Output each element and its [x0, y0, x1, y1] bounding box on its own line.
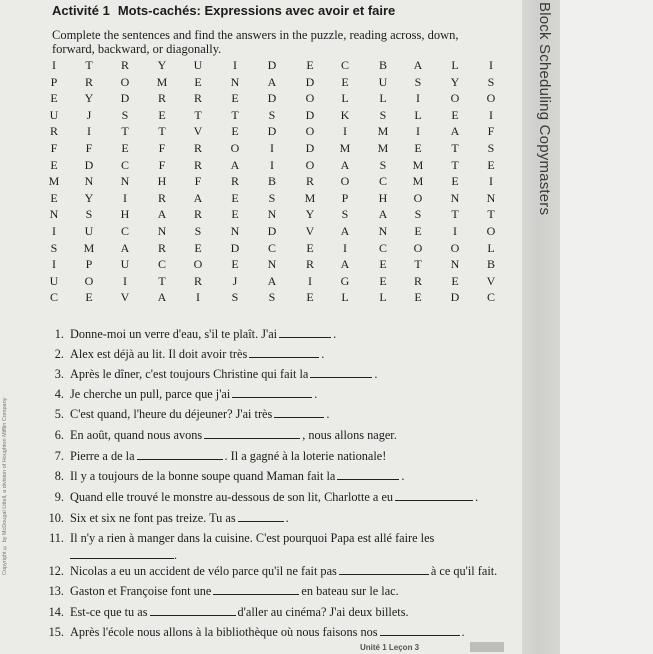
grid-letter: R	[413, 274, 422, 288]
grid-letter: I	[52, 58, 56, 72]
answer-blank[interactable]	[249, 347, 319, 358]
answer-blank[interactable]	[274, 407, 324, 418]
question-text: Quand elle trouvé le monstre au-dessous de son lit, Charlotte a eu	[70, 490, 394, 504]
grid-letter: B	[486, 257, 495, 271]
answer-blank[interactable]	[380, 625, 460, 636]
grid-letter: T	[158, 274, 166, 288]
grid-letter: D	[84, 158, 94, 172]
grid-letter: F	[194, 174, 202, 188]
activity-heading: Mots-cachés: Expressions avec avoir et faire	[117, 3, 396, 18]
grid-letter: A	[157, 207, 167, 221]
grid-letter: M	[83, 241, 95, 255]
answer-blank[interactable]	[204, 428, 300, 439]
question-10	[46, 511, 289, 526]
grid-letter: E	[451, 274, 459, 288]
grid-letter: M	[412, 158, 424, 172]
grid-letter: N	[267, 257, 277, 271]
grid-letter: O	[305, 158, 315, 172]
answer-blank[interactable]	[150, 605, 236, 616]
grid-letter: R	[120, 58, 129, 72]
grid-letter: T	[451, 207, 459, 221]
grid-letter: V	[193, 124, 203, 138]
grid-letter: L	[487, 241, 495, 255]
grid-letter: L	[379, 91, 387, 105]
grid-letter: R	[49, 124, 58, 138]
grid-letter: E	[451, 108, 459, 122]
grid-letter: T	[451, 158, 459, 172]
grid-letter: I	[489, 174, 493, 188]
answer-blank[interactable]	[337, 469, 399, 480]
grid-letter: R	[193, 91, 202, 105]
grid-letter: O	[413, 241, 423, 255]
grid-letter: O	[305, 124, 315, 138]
grid-letter: E	[341, 75, 349, 89]
grid-letter: F	[158, 141, 166, 155]
grid-letter: Y	[157, 58, 167, 72]
grid-letter: O	[340, 174, 350, 188]
grid-letter: I	[52, 257, 56, 271]
question-number: 5.	[54, 407, 64, 421]
grid-letter: M	[48, 174, 60, 188]
question-number: 7.	[54, 449, 64, 463]
grid-letter: S	[231, 290, 239, 304]
grid-letter: H	[120, 207, 130, 221]
grid-letter: U	[49, 108, 59, 122]
question-number: 12.	[48, 564, 64, 578]
question-text-end: d'aller au cinéma? J'ai deux billets.	[237, 605, 409, 619]
grid-letter: M	[304, 191, 316, 205]
question-text: Donne-moi un verre d'eau, s'il te plaît. J'ai	[70, 327, 278, 341]
grid-letter: B	[267, 174, 276, 188]
grid-letter: L	[414, 108, 422, 122]
grid-letter: N	[84, 174, 94, 188]
grid-letter: O	[84, 274, 94, 288]
answer-blank[interactable]	[70, 548, 174, 559]
grid-letter: E	[414, 290, 422, 304]
grid-letter: R	[84, 75, 93, 89]
grid-letter: R	[193, 141, 202, 155]
question-6	[46, 428, 397, 443]
grid-letter: E	[231, 207, 239, 221]
grid-letter: C	[267, 241, 276, 255]
grid-letter: C	[49, 290, 58, 304]
grid-letter: S	[268, 290, 276, 304]
grid-letter: S	[194, 224, 202, 238]
grid-letter: N	[230, 224, 240, 238]
activity-title	[52, 3, 395, 18]
grid-letter: L	[341, 91, 349, 105]
answer-blank[interactable]	[232, 387, 312, 398]
grid-letter: N	[486, 191, 496, 205]
question-3	[46, 367, 377, 382]
question-text: Gaston et Françoise font une	[70, 584, 212, 598]
question-number: 1.	[54, 327, 64, 341]
grid-letter: L	[451, 58, 459, 72]
grid-letter: E	[451, 174, 459, 188]
grid-letter: N	[49, 207, 59, 221]
grid-letter: I	[196, 290, 200, 304]
grid-letter: E	[306, 241, 314, 255]
grid-letter: L	[341, 290, 349, 304]
grid-letter: R	[305, 174, 314, 188]
grid-letter: I	[87, 124, 91, 138]
question-text: Alex est déjà au lit. Il doit avoir très	[70, 347, 248, 361]
question-number: 11.	[49, 531, 64, 545]
grid-letter: J	[86, 108, 92, 122]
answer-blank[interactable]	[339, 564, 429, 575]
grid-letter: I	[343, 124, 347, 138]
grid-letter: V	[305, 224, 315, 238]
grid-letter: E	[50, 91, 58, 105]
grid-letter: A	[340, 224, 350, 238]
grid-letter: S	[85, 207, 93, 221]
grid-letter: R	[193, 158, 202, 172]
grid-letter: S	[121, 108, 129, 122]
question-text: Est-ce que tu as	[70, 605, 148, 619]
grid-letter: S	[341, 207, 349, 221]
grid-letter: U	[193, 58, 203, 72]
grid-letter: V	[120, 290, 130, 304]
question-13	[46, 584, 399, 599]
question-5	[46, 407, 329, 422]
grid-letter: F	[85, 141, 93, 155]
question-text: En août, quand nous avons	[70, 428, 203, 442]
grid-letter: O	[450, 241, 460, 255]
grid-letter: M	[156, 75, 168, 89]
grid-letter: Y	[305, 207, 315, 221]
grid-letter: K	[340, 108, 350, 122]
question-text-end: .	[333, 327, 337, 341]
grid-letter: F	[487, 124, 495, 138]
question-text: Il y a toujours de la bonne soupe quand Maman fait la	[70, 469, 336, 483]
grid-letter: D	[305, 141, 315, 155]
question-9	[46, 490, 478, 505]
grid-letter: E	[414, 224, 422, 238]
grid-letter: R	[157, 91, 166, 105]
grid-letter: N	[450, 257, 460, 271]
grid-letter: N	[157, 224, 167, 238]
grid-letter: A	[230, 158, 240, 172]
question-number: 15.	[48, 625, 64, 639]
grid-letter: E	[158, 108, 166, 122]
grid-letter: A	[267, 75, 277, 89]
grid-letter: E	[231, 257, 239, 271]
grid-letter: S	[268, 108, 276, 122]
question-8	[46, 469, 404, 484]
grid-letter: A	[120, 241, 130, 255]
grid-letter: N	[267, 207, 277, 221]
question-text-end: en bateau sur le lac.	[301, 584, 399, 598]
grid-letter: E	[194, 241, 202, 255]
answer-blank[interactable]	[137, 449, 223, 460]
grid-letter: O	[120, 75, 130, 89]
grid-letter: M	[377, 141, 389, 155]
question-number: 2.	[54, 347, 64, 361]
grid-letter: C	[120, 158, 129, 172]
grid-letter: E	[85, 290, 93, 304]
grid-letter: F	[158, 158, 166, 172]
grid-letter: S	[50, 241, 58, 255]
grid-letter: R	[193, 274, 202, 288]
grid-letter: O	[305, 91, 315, 105]
activity-number: Activité 1	[52, 3, 110, 18]
grid-letter: N	[378, 224, 388, 238]
grid-letter: E	[306, 58, 314, 72]
grid-letter: E	[231, 191, 239, 205]
question-text: C'est quand, l'heure du déjeuner? J'ai très	[70, 407, 273, 421]
question-text: Pierre a de la	[70, 449, 135, 463]
copyright-note: Copyright © by McDougal Littell, a division of Houghton Mifflin Company	[2, 397, 8, 575]
grid-letter: C	[378, 241, 387, 255]
grid-letter: Y	[84, 91, 94, 105]
question-12	[46, 564, 497, 579]
grid-letter: O	[193, 257, 203, 271]
question-4	[46, 387, 317, 402]
grid-letter: I	[270, 158, 274, 172]
question-text-end: .	[475, 490, 479, 504]
question-15	[46, 625, 465, 640]
question-text-end: .	[461, 625, 465, 639]
grid-letter: M	[412, 174, 424, 188]
grid-letter: A	[157, 290, 167, 304]
question-number: 9.	[54, 490, 64, 504]
grid-letter: D	[267, 224, 277, 238]
grid-letter: E	[379, 274, 387, 288]
grid-letter: T	[487, 207, 495, 221]
question-number: 13.	[48, 584, 64, 598]
instructions: Complete the sentences and find the answers in the puzzle, reading across, down, forward, backward, or diagonally.	[52, 28, 459, 56]
grid-letter: I	[308, 274, 312, 288]
question-text-end: .	[326, 407, 330, 421]
grid-letter: M	[377, 124, 389, 138]
grid-letter: C	[378, 174, 387, 188]
question-text-end: .	[314, 387, 318, 401]
grid-letter: Y	[84, 191, 94, 205]
question-11-continuation	[70, 548, 177, 563]
grid-letter: D	[305, 75, 315, 89]
grid-letter: P	[85, 257, 93, 271]
grid-letter: E	[231, 91, 239, 105]
grid-letter: T	[231, 108, 239, 122]
grid-letter: U	[378, 75, 388, 89]
page-edge-shade	[560, 0, 653, 654]
grid-letter: D	[267, 91, 277, 105]
grid-letter: S	[268, 191, 276, 205]
grid-letter: I	[416, 91, 420, 105]
grid-letter: I	[270, 141, 274, 155]
grid-letter: S	[414, 207, 422, 221]
grid-letter: S	[379, 158, 387, 172]
question-text: Six et six ne font pas treize. Tu as	[70, 511, 236, 525]
grid-letter: O	[486, 224, 496, 238]
grid-letter: E	[379, 257, 387, 271]
answer-blank[interactable]	[279, 327, 331, 338]
grid-letter: E	[194, 75, 202, 89]
grid-letter: T	[194, 108, 202, 122]
grid-letter: T	[121, 124, 129, 138]
grid-letter: R	[157, 191, 166, 205]
grid-letter: E	[487, 158, 495, 172]
grid-letter: V	[486, 274, 496, 288]
footer-page-box	[470, 642, 504, 652]
question-11	[46, 531, 434, 546]
question-number: 4.	[54, 387, 64, 401]
answer-blank[interactable]	[238, 511, 284, 522]
question-text: Il n'y a rien à manger dans la cuisine. C'est pourquoi Papa est allé faire les	[70, 531, 435, 545]
grid-letter: T	[451, 141, 459, 155]
grid-letter: S	[379, 108, 387, 122]
grid-letter: O	[486, 91, 496, 105]
question-7	[46, 449, 386, 464]
question-1	[46, 327, 336, 342]
grid-letter: A	[340, 158, 350, 172]
grid-letter: I	[123, 274, 127, 288]
grid-letter: I	[489, 108, 493, 122]
grid-letter: I	[416, 124, 420, 138]
question-text-end: .	[285, 511, 289, 525]
question-number: 8.	[54, 469, 64, 483]
grid-letter: C	[340, 58, 349, 72]
grid-letter: U	[49, 274, 59, 288]
grid-letter: I	[453, 224, 457, 238]
grid-letter: L	[379, 290, 387, 304]
grid-letter: E	[306, 290, 314, 304]
grid-letter: A	[340, 257, 350, 271]
grid-letter: C	[120, 224, 129, 238]
grid-letter: U	[120, 257, 130, 271]
grid-letter: J	[232, 274, 238, 288]
grid-letter: O	[230, 141, 240, 155]
grid-letter: H	[157, 174, 167, 188]
question-2	[46, 347, 324, 362]
grid-letter: R	[305, 257, 314, 271]
question-text-end: à ce qu'il fait.	[430, 564, 498, 578]
question-text-end: . Il a gagné à la loterie nationale!	[224, 449, 387, 463]
grid-letter: D	[305, 108, 315, 122]
question-text: Je cherche un pull, parce que j'ai	[70, 387, 231, 401]
grid-letter: D	[450, 290, 460, 304]
grid-letter: Y	[450, 75, 460, 89]
grid-letter: I	[52, 224, 56, 238]
grid-letter: I	[343, 241, 347, 255]
grid-letter: O	[450, 91, 460, 105]
grid-letter: E	[231, 124, 239, 138]
grid-letter: F	[50, 141, 58, 155]
answer-blank[interactable]	[395, 490, 473, 501]
grid-letter: E	[414, 141, 422, 155]
grid-letter: E	[50, 191, 58, 205]
grid-letter: T	[85, 58, 93, 72]
page-footer: Unité 1 Leçon 3	[360, 643, 420, 652]
grid-letter: D	[230, 241, 240, 255]
word-search-grid	[46, 58, 520, 308]
grid-letter: T	[158, 124, 166, 138]
question-text: Nicolas a eu un accident de vélo parce qu'il ne fait pas	[70, 564, 337, 578]
grid-letter: S	[487, 75, 495, 89]
grid-letter: C	[157, 257, 166, 271]
question-number: 6.	[54, 428, 64, 442]
question-text-end: .	[401, 469, 405, 483]
grid-letter: E	[121, 141, 129, 155]
grid-letter: A	[267, 274, 277, 288]
grid-letter: C	[486, 290, 495, 304]
grid-letter: S	[414, 75, 422, 89]
question-number: 14.	[48, 605, 64, 619]
grid-letter: H	[378, 191, 388, 205]
grid-letter: E	[50, 158, 58, 172]
grid-letter: I	[123, 191, 127, 205]
grid-letter: S	[487, 141, 495, 155]
grid-letter: I	[489, 58, 493, 72]
grid-letter: D	[267, 58, 277, 72]
grid-letter: P	[50, 75, 58, 89]
question-number: 10.	[48, 511, 64, 525]
side-label: Block Scheduling Copymasters	[536, 2, 553, 216]
question-14	[46, 605, 409, 620]
grid-letter: A	[193, 191, 203, 205]
grid-letter: I	[233, 58, 237, 72]
grid-letter: T	[414, 257, 422, 271]
grid-letter: N	[450, 191, 460, 205]
grid-letter: B	[378, 58, 387, 72]
answer-blank[interactable]	[310, 367, 372, 378]
grid-letter: D	[267, 124, 277, 138]
grid-letter: N	[230, 75, 240, 89]
question-text: Après le dîner, c'est toujours Christine qui fait la	[70, 367, 309, 381]
grid-letter: A	[378, 207, 388, 221]
grid-letter: N	[120, 174, 130, 188]
grid-letter: R	[193, 207, 202, 221]
grid-letter: M	[339, 141, 351, 155]
answer-blank[interactable]	[213, 584, 299, 595]
grid-letter: U	[84, 224, 94, 238]
question-text-end: .	[321, 347, 325, 361]
question-text-end: , nous allons nager.	[302, 428, 397, 442]
grid-letter: D	[120, 91, 130, 105]
question-text: Après l'école nous allons à la bibliothèque où nous faisons nos	[70, 625, 378, 639]
grid-letter: R	[157, 241, 166, 255]
grid-letter: A	[413, 58, 423, 72]
grid-letter: P	[341, 191, 349, 205]
question-number: 3.	[54, 367, 64, 381]
grid-letter: R	[230, 174, 239, 188]
grid-letter: G	[340, 274, 350, 288]
question-text-end: .	[174, 548, 178, 562]
question-text-end: .	[374, 367, 378, 381]
grid-letter: A	[450, 124, 460, 138]
grid-letter: O	[413, 191, 423, 205]
